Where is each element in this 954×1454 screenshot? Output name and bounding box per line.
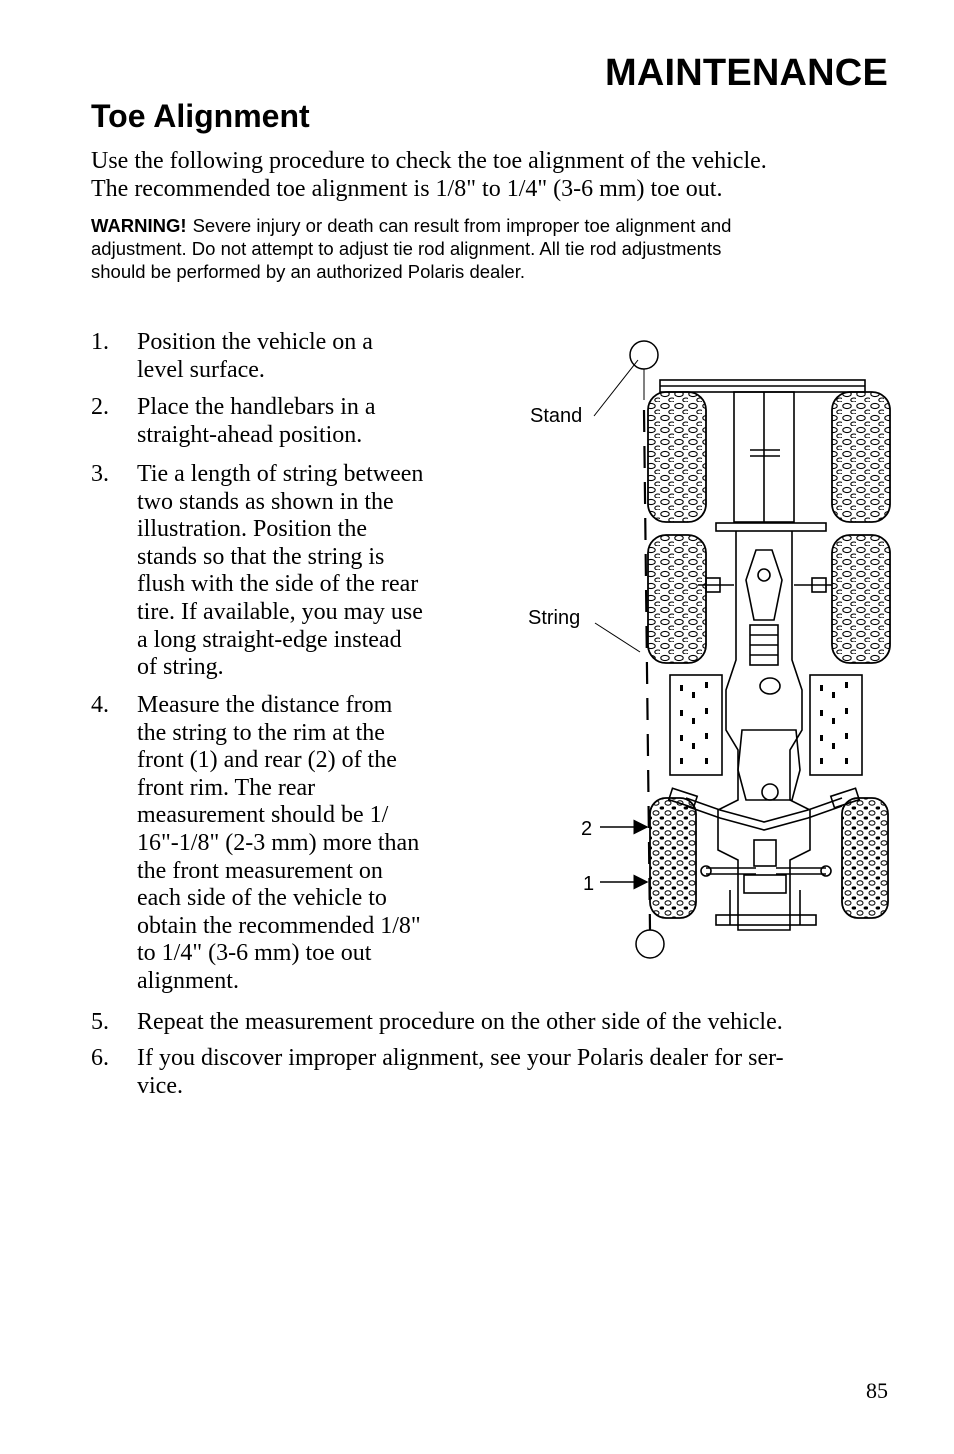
stand-label: Stand — [530, 405, 583, 427]
step-line: the front measurement on — [137, 857, 383, 884]
step-line: measurement should be 1/ — [137, 802, 389, 829]
warning-line: should be performed by an authorized Polaris dealer. — [91, 261, 525, 282]
front-stand-icon — [636, 930, 664, 958]
step-line: illustration. Position the — [137, 516, 368, 543]
step-line: alignment. — [137, 967, 239, 994]
step-line: two stands as shown in the — [137, 488, 394, 515]
rear-left-tire — [648, 392, 706, 522]
page-number: 85 — [866, 1378, 888, 1403]
page-title: Toe Alignment — [91, 98, 310, 134]
step-text — [137, 1045, 784, 1100]
mid-right-tire — [832, 535, 890, 663]
warning-text: Severe injury or death can result from improper toe alignment and — [192, 215, 732, 236]
step-line: a long straight-edge instead — [137, 626, 402, 653]
step-line: Position the vehicle on a — [137, 329, 373, 355]
step-line: vice. — [137, 1072, 183, 1099]
step-number: 3. — [91, 461, 109, 487]
step-line: Repeat the measurement procedure on the other side of the vehicle. — [137, 1009, 783, 1035]
step-number: 1. — [91, 329, 109, 355]
front-left-tire — [650, 798, 696, 918]
warning-notice — [91, 214, 891, 283]
step-text — [137, 692, 421, 996]
step-line: stands so that the string is — [137, 543, 385, 570]
step-text — [137, 461, 423, 682]
step-number: 2. — [91, 394, 109, 420]
step-text — [137, 394, 376, 449]
right-footrest — [810, 675, 862, 775]
step-line: Measure the distance from — [137, 692, 393, 718]
step-line: front rim. The rear — [137, 774, 316, 801]
step-number: 6. — [91, 1045, 109, 1071]
rear-measurement-label: 2 — [581, 818, 593, 840]
warning-line: adjustment. Do not attempt to adjust tie rod alignment. All tie rod adjustments — [91, 238, 722, 259]
intro-line: The recommended toe alignment is 1/8" to 1/4" (3-6 mm) toe out. — [91, 176, 723, 202]
step-line: the string to the rim at the — [137, 719, 385, 746]
front-measurement-label: 1 — [583, 873, 595, 895]
string-leader-line — [595, 623, 640, 652]
section-header: MAINTENANCE — [605, 52, 888, 94]
warning-label: WARNING! — [91, 215, 187, 236]
intro-paragraph — [91, 147, 891, 203]
step-number: 4. — [91, 692, 109, 718]
step-line: to 1/4" (3-6 mm) toe out — [137, 940, 372, 967]
step-line: 16"-1/8" (2-3 mm) more than — [137, 829, 420, 856]
step-line: front (1) and rear (2) of the — [137, 747, 397, 774]
step-line: straight-ahead position. — [137, 421, 363, 448]
string-label: String — [528, 607, 581, 629]
step-text — [137, 329, 373, 384]
left-footrest — [670, 675, 722, 775]
step-line: Place the handlebars in a — [137, 394, 376, 420]
step-line: each side of the vehicle to — [137, 885, 387, 912]
intro-line: Use the following procedure to check the toe alignment of the vehicle. — [91, 148, 767, 174]
rear-right-tire — [832, 392, 890, 522]
toe-alignment-illustration — [520, 330, 900, 965]
stand-leader-line — [594, 360, 638, 416]
step-line: tire. If available, you may use — [137, 598, 423, 625]
step-line: flush with the side of the rear — [137, 571, 419, 598]
step-line: of string. — [137, 654, 224, 681]
mid-left-tire — [648, 535, 706, 663]
front-right-tire — [842, 798, 888, 918]
step-text — [137, 1009, 783, 1037]
step-line: obtain the recommended 1/8" — [137, 912, 421, 939]
warning-line — [91, 214, 891, 237]
step-line: Tie a length of string between — [137, 461, 424, 487]
step-line: level surface. — [137, 356, 265, 383]
step-line: If you discover improper alignment, see your Polaris dealer for ser- — [137, 1045, 784, 1071]
step-number: 5. — [91, 1009, 109, 1035]
